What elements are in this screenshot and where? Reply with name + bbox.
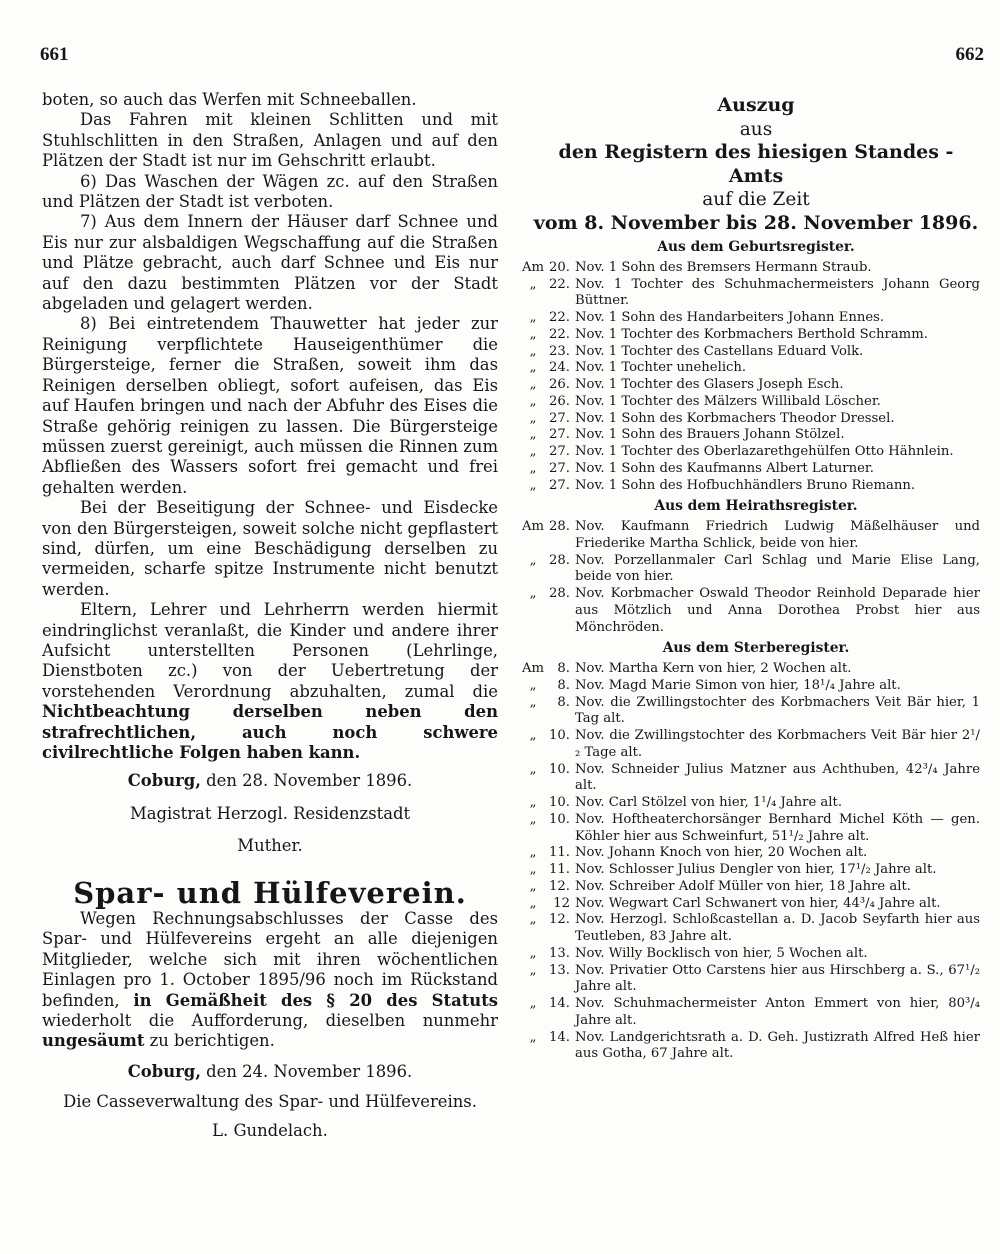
- register-entry: [520, 310, 980, 327]
- register-entry: [520, 812, 980, 846]
- entry-day: 28.: [549, 552, 570, 568]
- notice-text-1: Wegen Rechnungsabschlusses der Casse des Spar- und Hülfevereins ergeht an alle diejenigen Mitglieder, welche sich mit ihren wöchentlichen Einlagen pro 1. October 1895/96 noch im Rückstand befinden,: [42, 909, 498, 1010]
- entry-day: 24.: [549, 360, 570, 376]
- entry-day: 10.: [549, 761, 570, 777]
- entry-prefix: „: [529, 677, 537, 693]
- register-entry: [520, 327, 980, 344]
- entry-prefix: „: [529, 795, 537, 810]
- entry-prefix: „: [529, 460, 537, 476]
- entry-prefix: „: [529, 1029, 537, 1045]
- entry-day: 11.: [549, 845, 570, 861]
- entry-text: Nov. Carl Stölzel von hier, 1¹/₄ Jahre alt.: [575, 795, 843, 810]
- entry-prefix: Am: [521, 661, 545, 676]
- notice-signature-date: [42, 1062, 498, 1082]
- register-entry: [520, 896, 980, 913]
- page-number-right: 662: [955, 44, 984, 65]
- register-title-main: den Registern des hiesigen Standes - Amts: [558, 141, 954, 187]
- entry-prefix: „: [529, 878, 537, 894]
- entry-prefix: „: [529, 586, 537, 601]
- entry-text: Nov. Herzogl. Schloßcastellan a. D. Jacob Seyfarth hier aus Teutleben, 83 Jahre alt.: [575, 912, 980, 944]
- page-number-left: 661: [40, 44, 69, 65]
- register-title-period-label: auf die Zeit: [702, 189, 810, 210]
- entry-prefix: „: [529, 410, 537, 426]
- entry-day: 26.: [549, 377, 570, 392]
- register-entry: [520, 360, 980, 377]
- closing-paragraph: [42, 600, 498, 763]
- entry-day: 27.: [549, 410, 570, 426]
- entry-text: Nov. Hoftheaterchorsänger Bernhard Michel Köth — gen. Köhler hier aus Schweinfurt, 51¹/₂ Jahre alt.: [575, 811, 980, 844]
- entry-day: 10.: [549, 795, 570, 810]
- entry-day: 22.: [549, 276, 570, 292]
- entry-prefix: „: [529, 360, 537, 376]
- entry-text: Nov. 1 Sohn des Korbmachers Theodor Dressel.: [575, 410, 895, 426]
- entry-prefix: Am: [521, 519, 545, 534]
- register-entry: [520, 963, 980, 997]
- entry-day: 13.: [549, 945, 570, 961]
- signature-name: Muther.: [237, 836, 303, 856]
- entry-text: Nov. 1 Sohn des Hofbuchhändlers Bruno Riemann.: [575, 477, 916, 493]
- entry-text: Nov. 1 Tochter des Oberlazarethgehülfen Otto Hähnlein.: [575, 444, 954, 459]
- entry-day: 14.: [549, 1029, 570, 1045]
- notice-title: Spar- und Hülfeverein.: [73, 875, 467, 910]
- register-entry: [520, 344, 980, 361]
- entry-prefix: „: [529, 996, 537, 1011]
- entry-day: 28.: [549, 586, 570, 601]
- entry-text: Nov. Korbmacher Oswald Theodor Reinhold Deparade hier aus Mötzlich und Anna Dorothea Probst hier aus Mönchröden.: [575, 586, 980, 635]
- notice-signature-place: Coburg,: [127, 1061, 201, 1081]
- ordinance-paragraph: Das Fahren mit kleinen Schlitten und mit Stuhlschlitten in den Straßen, Anlagen und auf den Plätzen der Stadt ist nur im Gehschritt erlaubt.: [42, 110, 498, 171]
- entry-day: 10.: [549, 811, 570, 827]
- entry-prefix: „: [529, 912, 537, 928]
- notice-signature-name: L. Gundelach.: [212, 1120, 328, 1140]
- entry-day: 23.: [549, 343, 570, 359]
- entry-day: 22.: [549, 326, 570, 342]
- register-entry: [520, 427, 980, 444]
- entry-text: Nov. 1 Sohn des Handarbeiters Johann Ennes.: [575, 310, 885, 325]
- entry-prefix: „: [529, 393, 537, 409]
- entry-day: 8.: [557, 694, 570, 710]
- entry-prefix: „: [529, 477, 537, 493]
- register-entry: [520, 695, 980, 729]
- notice-signature-authority: Die Casseverwaltung des Spar- und Hülfevereins.: [63, 1092, 477, 1112]
- entry-day: 8.: [557, 677, 570, 693]
- register-entry: [520, 795, 980, 812]
- register-title-aus: aus: [739, 118, 773, 140]
- register-entry: [520, 728, 980, 762]
- register-entry: [520, 553, 980, 587]
- entry-text: Nov. 1 Tochter unehelich.: [575, 360, 747, 376]
- entry-prefix: „: [529, 343, 537, 359]
- register-entry: [520, 377, 980, 394]
- signature-place: Coburg,: [127, 771, 201, 791]
- entry-day: 27.: [549, 427, 570, 443]
- register-entry: [520, 879, 980, 896]
- entry-text: Nov. 1 Tochter des Korbmachers Berthold Schramm.: [575, 326, 928, 342]
- entry-day: 27.: [549, 460, 570, 476]
- closing-text-bold: Nichtbeachtung derselben neben den strafrechtlichen, auch noch schwere civilrechtliche Folgen haben kann.: [42, 702, 498, 762]
- entry-prefix: „: [529, 552, 537, 568]
- notice-text-3: zu berichtigen.: [149, 1031, 275, 1051]
- register-entry: [520, 586, 980, 636]
- entry-prefix: „: [529, 728, 537, 743]
- register-entry: [520, 1030, 980, 1064]
- notice-text-bold-1: in Gemäßheit des § 20 des Statuts: [133, 990, 498, 1010]
- entry-prefix: „: [529, 945, 537, 961]
- entry-text: Nov. Wegwart Carl Schwanert von hier, 44³/₄ Jahre alt.: [575, 895, 941, 911]
- entry-prefix: „: [529, 862, 537, 877]
- entry-text: Nov. 1 Tochter des Mälzers Willibald Löscher.: [575, 393, 881, 409]
- signature-authority: Magistrat Herzogl. Residenzstadt: [129, 803, 411, 823]
- ordinance-paragraph: boten, so auch das Werfen mit Schneeballen.: [42, 90, 417, 109]
- register-entry: [520, 678, 980, 695]
- entry-text: Nov. 1 Tochter des Castellans Eduard Volk.: [575, 343, 864, 359]
- entry-text: Nov. Landgerichtsrath a. D. Geh. Justizrath Alfred Heß hier aus Gotha, 67 Jahre alt.: [575, 1029, 980, 1062]
- signature-date: den 28. November 1896.: [206, 771, 413, 791]
- register-entry: [520, 411, 980, 428]
- left-column: [42, 90, 498, 1141]
- register-entry: [520, 478, 980, 495]
- entry-text: Nov. Schreiber Adolf Müller von hier, 18 Jahre alt.: [575, 878, 911, 894]
- entry-day: 14.: [549, 996, 570, 1011]
- entry-text: Nov. Privatier Otto Carstens hier aus Hirschberg a. S., 67¹/₂ Jahre alt.: [575, 962, 980, 995]
- entry-day: 12.: [549, 912, 570, 928]
- register-entry: [520, 661, 980, 678]
- entry-text: Nov. Magd Marie Simon von hier, 18¹/₄ Jahre alt.: [575, 677, 901, 693]
- entry-day: 10.: [549, 728, 570, 743]
- ordinance-text: [42, 90, 498, 600]
- entry-day: 28.: [549, 519, 570, 534]
- register-entry: [520, 444, 980, 461]
- entry-text: Nov. Schlosser Julius Dengler von hier, 17¹/₂ Jahre alt.: [575, 862, 937, 877]
- entry-text: Nov. 1 Tochter des Schuhmachermeisters Johann Georg Büttner.: [575, 276, 980, 309]
- register-entry: [520, 996, 980, 1030]
- entry-prefix: „: [529, 895, 537, 911]
- ordinance-paragraph: 8) Bei eintretendem Thauwetter hat jeder zur Reinigung verpflichtete Hauseigenthümer die Bürgersteige, ferner die Straßen, soweit ihm das Reinigen derselben obliegt, sofort aufeisen, das Eis auf Haufen bringen und nach der Abfuhr des Eises die Straße gehörig reinigen zu lassen. Die Bürgersteige müssen zuerst gereinigt, auch müssen die Rinnen zum Abfließen des Wassers sofort frei gemacht und frei gehalten werden.: [42, 314, 498, 497]
- entry-text: Nov. 1 Sohn des Kaufmanns Albert Laturner.: [575, 460, 874, 476]
- entry-text: Nov. Kaufmann Friedrich Ludwig Mäßelhäuser und Friederike Martha Schlick, beide von hier.: [575, 519, 980, 551]
- entry-day: 27.: [549, 477, 570, 493]
- entry-text: Nov. die Zwillingstochter des Korbmachers Veit Bär hier 2¹/₂ Tage alt.: [575, 728, 980, 760]
- closing-text: Eltern, Lehrer und Lehrherrn werden hiermit eindringlichst veranlaßt, die Kinder und andere ihrer Aufsicht unterstellten Personen (Lehrlinge, Dienstboten zc.) von der Uebertretung der vorstehenden Verordnung abzuhalten, zumal die: [42, 600, 498, 701]
- entry-prefix: „: [529, 276, 537, 292]
- entry-prefix: „: [529, 694, 537, 710]
- entry-day: 8.: [557, 661, 570, 676]
- register-sections: [520, 239, 980, 1063]
- signature-date-line: [42, 771, 498, 791]
- register-entry: [520, 519, 980, 553]
- entry-prefix: „: [529, 310, 537, 325]
- register-entry: [520, 912, 980, 946]
- register-title-auszug: Auszug: [717, 94, 795, 116]
- entry-day: 11.: [549, 862, 570, 877]
- ordinance-paragraph: 6) Das Waschen der Wägen zc. auf den Straßen und Plätzen der Stadt ist verboten.: [42, 171, 498, 212]
- entry-day: 20.: [549, 259, 570, 275]
- register-entry: [520, 260, 980, 277]
- entry-prefix: „: [529, 377, 537, 392]
- ordinance-paragraph: Bei der Beseitigung der Schnee- und Eisdecke von den Bürgersteigen, soweit solche nicht gepflastert sind, dürfen, um eine Beschädigung derselben zu vermeiden, scharfe spitze Instrumente nicht benutzt werden.: [42, 498, 498, 599]
- register-section-heading: Aus dem Heirathsregister.: [654, 498, 858, 515]
- entry-day: 12: [553, 895, 570, 911]
- notice-paragraph: [42, 909, 498, 1052]
- entry-prefix: „: [529, 761, 537, 777]
- entry-day: 26.: [549, 393, 570, 409]
- entry-text: Nov. Martha Kern von hier, 2 Wochen alt.: [575, 661, 852, 676]
- register-entry: [520, 762, 980, 796]
- entry-text: Nov. Schneider Julius Matzner aus Achthuben, 42³/₄ Jahre alt.: [575, 761, 980, 794]
- register-entry: [520, 946, 980, 963]
- entry-prefix: „: [529, 845, 537, 861]
- notice-signature-date-text: den 24. November 1896.: [206, 1061, 413, 1081]
- entry-prefix: Am: [521, 259, 545, 275]
- entry-text: Nov. die Zwillingstochter des Korbmachers Veit Bär hier, 1 Tag alt.: [575, 694, 980, 727]
- entry-prefix: „: [529, 811, 537, 827]
- entry-text: Nov. 1 Sohn des Brauers Johann Stölzel.: [575, 427, 845, 443]
- entry-text: Nov. 1 Sohn des Bremsers Hermann Straub.: [575, 259, 872, 275]
- register-entry: [520, 845, 980, 862]
- entry-text: Nov. Johann Knoch von hier, 20 Wochen alt.: [575, 845, 868, 861]
- entry-prefix: „: [529, 427, 537, 443]
- notice-text-2: wiederholt die Aufforderung, dieselben nunmehr: [42, 1011, 498, 1031]
- entry-text: Nov. 1 Tochter des Glasers Joseph Esch.: [575, 377, 844, 392]
- entry-prefix: „: [529, 962, 537, 978]
- register-section-heading: Aus dem Geburtsregister.: [657, 239, 855, 255]
- register-entry: [520, 862, 980, 879]
- entry-prefix: „: [529, 444, 537, 459]
- entry-day: 27.: [549, 444, 570, 459]
- ordinance-paragraph: 7) Aus dem Innern der Häuser darf Schnee und Eis nur zur alsbaldigen Wegschaffung auf die Straßen und Plätze gebracht, auch darf Schnee und Eis nur auf den dazu bestimmten Plätzen vor der Stadt abgeladen und gelagert werden.: [42, 212, 498, 314]
- register-entry: [520, 394, 980, 411]
- entry-day: 22.: [549, 310, 570, 325]
- entry-day: 13.: [549, 962, 570, 978]
- register-entry: [520, 277, 980, 311]
- notice-text-bold-2: ungesäumt: [42, 1031, 145, 1051]
- register-section-heading: Aus dem Sterberegister.: [662, 640, 850, 657]
- right-column: [520, 94, 980, 1063]
- entry-text: Nov. Willy Bocklisch von hier, 5 Wochen alt.: [575, 945, 868, 961]
- register-title-period: vom 8. November bis 28. November 1896.: [533, 211, 979, 234]
- entry-prefix: „: [529, 326, 537, 342]
- register-entry: [520, 461, 980, 478]
- entry-text: Nov. Porzellanmaler Carl Schlag und Marie Elise Lang, beide von hier.: [575, 552, 980, 585]
- entry-text: Nov. Schuhmachermeister Anton Emmert von hier, 80³/₄ Jahre alt.: [575, 996, 980, 1028]
- entry-day: 12.: [549, 878, 570, 894]
